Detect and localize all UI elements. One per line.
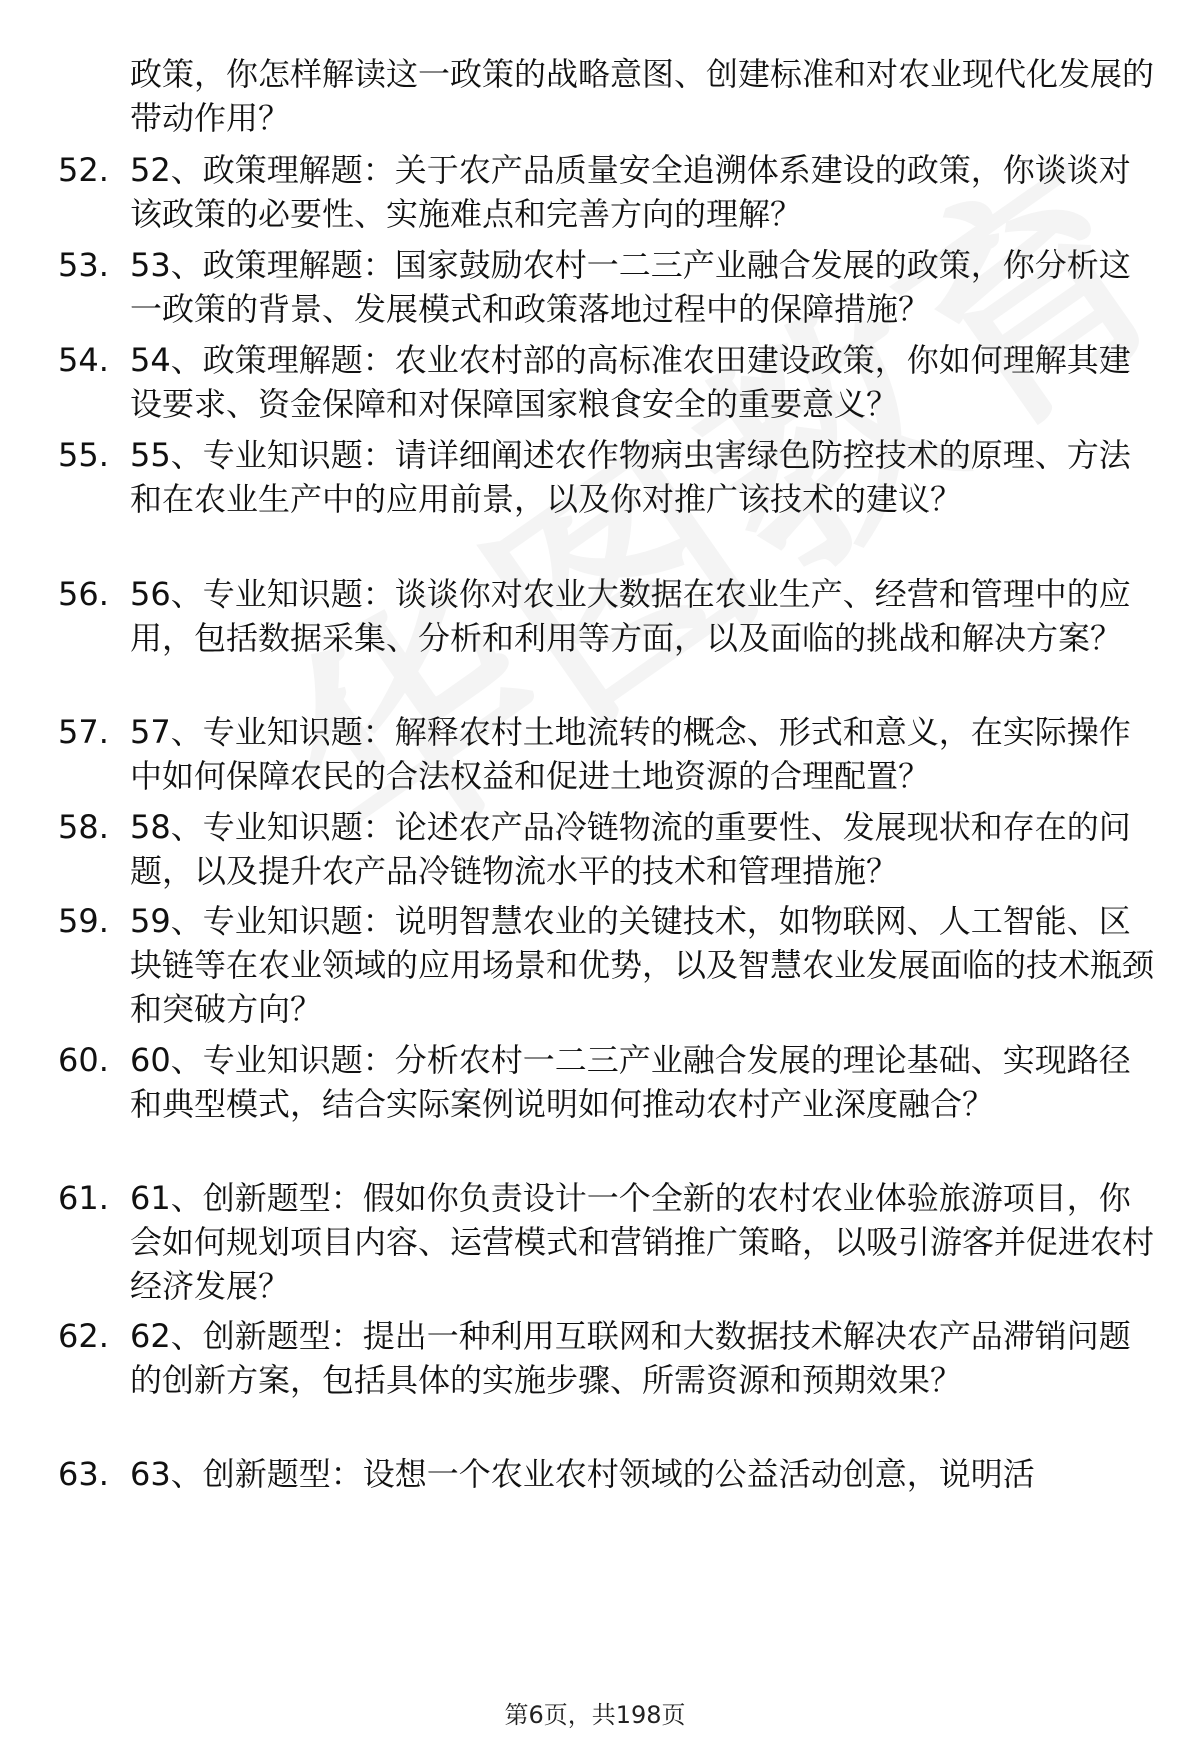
- item-text: 61、创新题型：假如你负责设计一个全新的农村农业体验旅游项目，你会如何规划项目内容、运营模式和营销推广策略，以吸引游客并促进农村经济发展？: [130, 1179, 1155, 1305]
- item-number: 55.: [58, 436, 109, 474]
- item-number: 61.: [58, 1179, 109, 1217]
- item-number: 56.: [58, 575, 109, 613]
- item-number: 63.: [58, 1455, 109, 1493]
- continuation-paragraph: 政策，你怎样解读这一政策的战略意图、创建标准和对农业现代化发展的带动作用？: [130, 55, 1155, 137]
- item-text: 53、政策理解题：国家鼓励农村一二三产业融合发展的政策，你分析这一政策的背景、发展模式和政策落地过程中的保障措施？: [130, 246, 1131, 328]
- item-number: 52.: [58, 151, 109, 189]
- item-text: 58、专业知识题：论述农产品冷链物流的重要性、发展现状和存在的问题，以及提升农产品冷链物流水平的技术和管理措施？: [130, 808, 1131, 890]
- item-number: 62.: [58, 1317, 109, 1355]
- item-number: 57.: [58, 713, 109, 751]
- page-footer: 第6页，共198页: [504, 1701, 686, 1729]
- item-number: 59.: [58, 902, 109, 940]
- item-number: 54.: [58, 341, 109, 379]
- item-text: 63、创新题型：设想一个农业农村领域的公益活动创意，说明活: [130, 1455, 1035, 1493]
- item-text: 57、专业知识题：解释农村土地流转的概念、形式和意义，在实际操作中如何保障农民的合法权益和促进土地资源的合理配置？: [130, 713, 1131, 795]
- item-number: 60.: [58, 1041, 109, 1079]
- item-text: 55、专业知识题：请详细阐述农作物病虫害绿色防控技术的原理、方法和在农业生产中的应用前景，以及你对推广该技术的建议？: [130, 436, 1131, 518]
- item-text: 56、专业知识题：谈谈你对农业大数据在农业生产、经营和管理中的应用，包括数据采集、分析和利用等方面，以及面临的挑战和解决方案？: [130, 575, 1131, 657]
- item-text: 62、创新题型：提出一种利用互联网和大数据技术解决农产品滞销问题的创新方案，包括具体的实施步骤、所需资源和预期效果？: [130, 1317, 1131, 1399]
- item-text: 54、政策理解题：农业农村部的高标准农田建设政策，你如何理解其建设要求、资金保障和对保障国家粮食安全的重要意义？: [130, 341, 1131, 423]
- item-text: 52、政策理解题：关于农产品质量安全追溯体系建设的政策，你谈谈对该政策的必要性、实施难点和完善方向的理解？: [130, 151, 1131, 233]
- item-text: 60、专业知识题：分析农村一二三产业融合发展的理论基础、实现路径和典型模式，结合实际案例说明如何推动农村产业深度融合？: [130, 1041, 1131, 1123]
- item-text: 59、专业知识题：说明智慧农业的关键技术，如物联网、人工智能、区块链等在农业领域的应用场景和优势，以及智慧农业发展面临的技术瓶颈和突破方向？: [130, 902, 1155, 1028]
- item-number: 53.: [58, 246, 109, 284]
- item-number: 58.: [58, 808, 109, 846]
